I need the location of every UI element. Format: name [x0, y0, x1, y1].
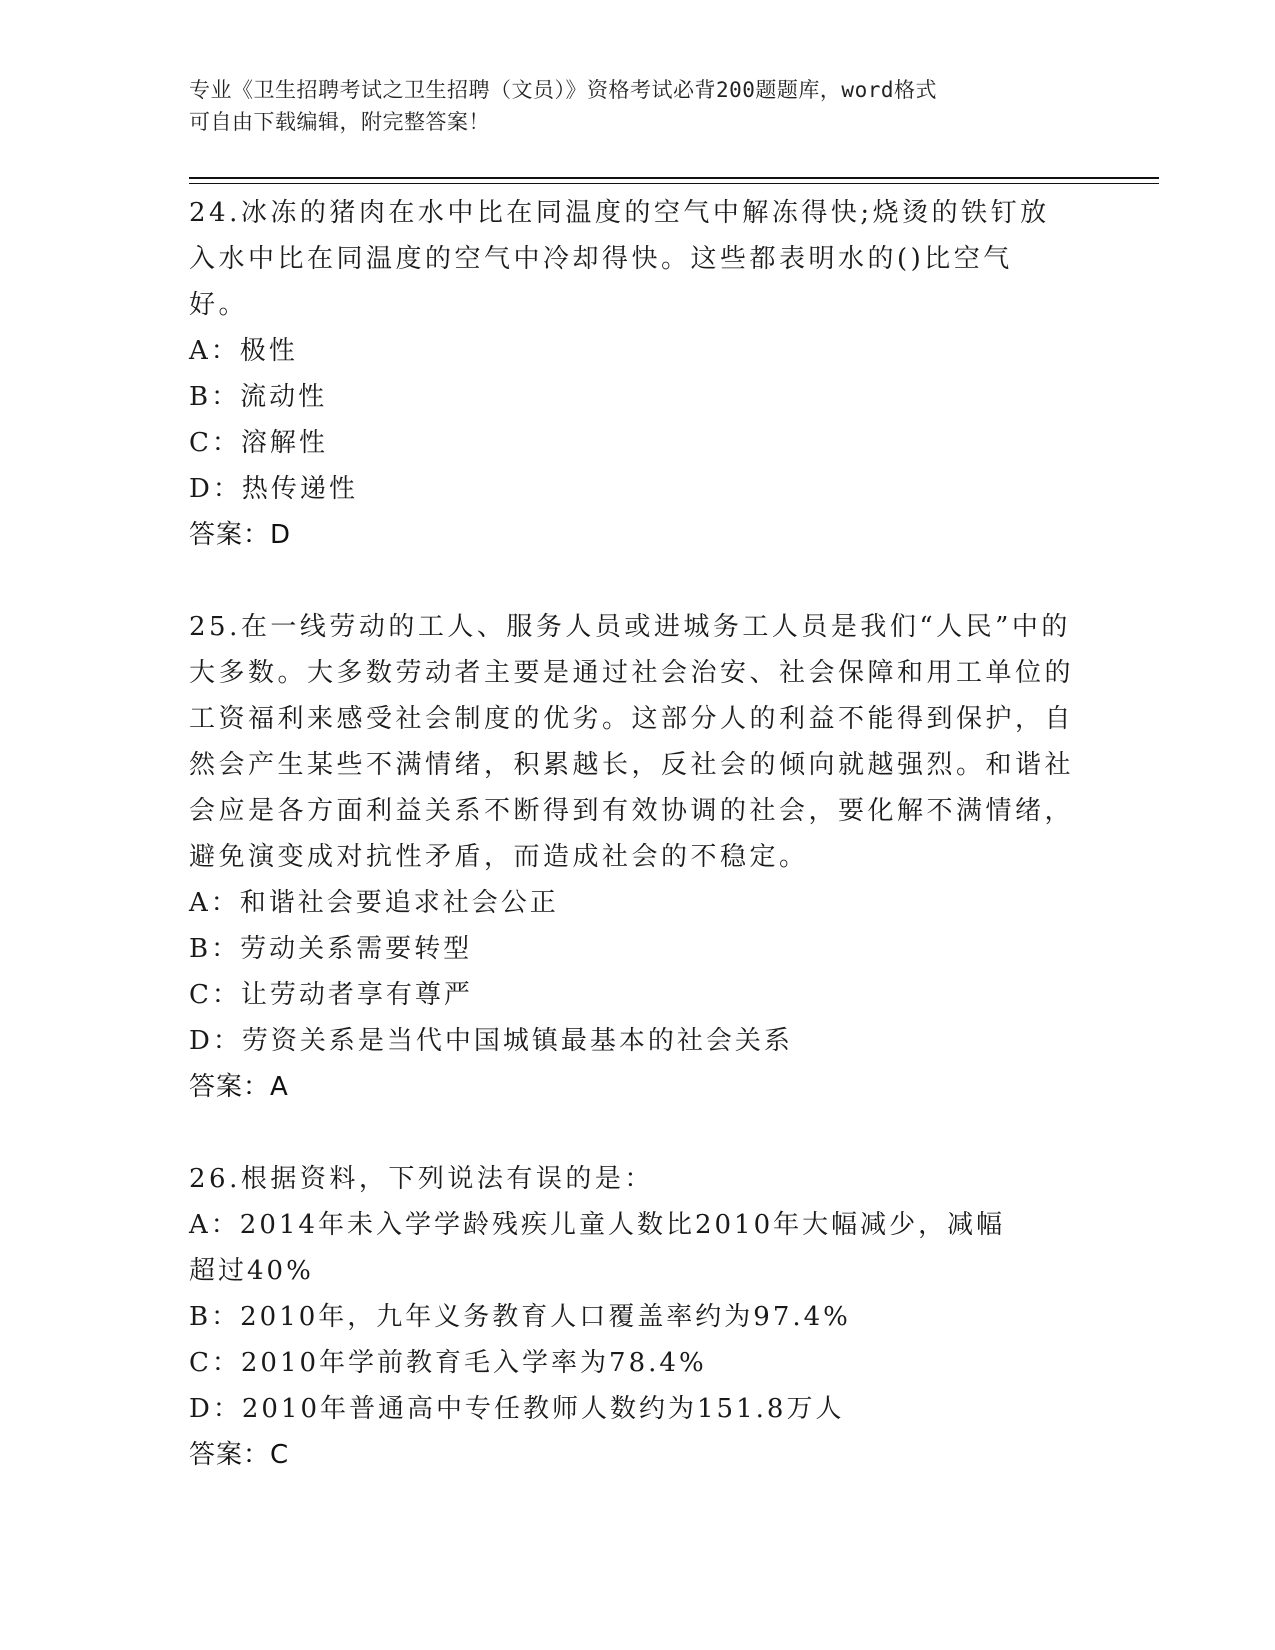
option-c: C：2010年学前教育毛入学率为78.4% — [189, 1348, 707, 1378]
option-d: D：热传递性 — [189, 474, 358, 504]
answer-line: 答案：A — [189, 1072, 289, 1102]
question-list — [189, 190, 1089, 1478]
question-stem: 25.在一线劳动的工人、服务人员或进城务工人员是我们“人民”中的大多数。大多数劳动者主要是通过社会治安、社会保障和用工单位的工资福利来感受社会制度的优劣。这部分人的利益不能得到保护，自然会产生某些不满情绪，积累越长，反社会的倾向就越强烈。和谐社会应是各方面利益关系不断得到有效协调的社会，要化解不满情绪，避免演变成对抗性矛盾，而造成社会的不稳定。 — [189, 612, 1075, 872]
option-a: A：极性 — [189, 336, 298, 366]
header-title-line-1: 专业《卫生招聘考试之卫生招聘（文员）》资格考试必背200题题库，word格式 — [189, 78, 937, 102]
question-25 — [189, 604, 1089, 1110]
answer-line: 答案：D — [189, 520, 292, 550]
question-stem: 24.冰冻的猪肉在水中比在同温度的空气中解冻得快;烧烫的铁钉放入水中比在同温度的空气中冷却得快。这些都表明水的()比空气好。 — [189, 198, 1050, 320]
spacer — [189, 1110, 1089, 1156]
option-c: C：溶解性 — [189, 428, 328, 458]
header-divider-thick — [189, 177, 1159, 179]
option-a: A：和谐社会要追求社会公正 — [189, 888, 559, 918]
option-b: B：劳动关系需要转型 — [189, 934, 473, 964]
option-d: D：劳资关系是当代中国城镇最基本的社会关系 — [189, 1026, 793, 1056]
header-divider-thin — [189, 183, 1159, 184]
spacer — [189, 558, 1089, 604]
header-title-line-2: 可自由下载编辑，附完整答案！ — [189, 110, 490, 134]
document-header — [189, 74, 1069, 138]
question-stem: 26.根据资料，下列说法有误的是： — [189, 1164, 654, 1194]
question-26 — [189, 1156, 1089, 1478]
option-a: A：2014年未入学学龄残疾儿童人数比2010年大幅减少，减幅超过40% — [189, 1210, 1006, 1286]
option-c: C：让劳动者享有尊严 — [189, 980, 473, 1010]
option-b: B：流动性 — [189, 382, 328, 412]
question-24 — [189, 190, 1089, 558]
option-d: D：2010年普通高中专任教师人数约为151.8万人 — [189, 1394, 845, 1424]
option-b: B：2010年，九年义务教育人口覆盖率约为97.4% — [189, 1302, 851, 1332]
answer-line: 答案：C — [189, 1440, 290, 1470]
